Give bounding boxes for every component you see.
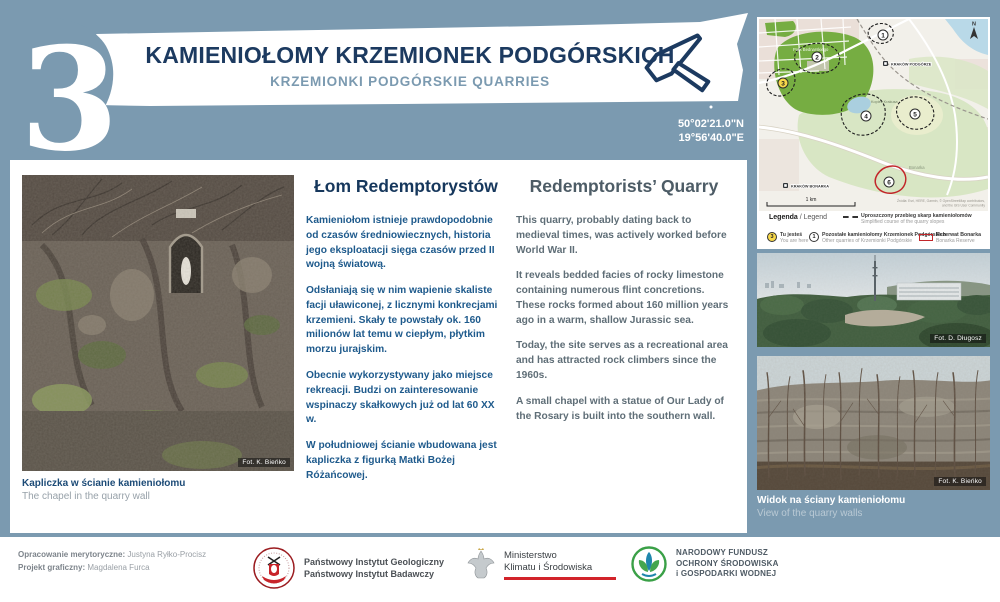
park-label: Park Bednarskiego (793, 47, 829, 52)
reserve-outline-icon (919, 234, 933, 241)
map-legend (759, 211, 988, 247)
svg-text:3: 3 (781, 80, 785, 88)
ministry-logo (466, 547, 616, 583)
pig-emblem-icon (252, 546, 296, 590)
gps-coordinates (596, 117, 744, 145)
english-paragraph: A small chapel with a statue of Our Lady of the Rosary is built into the southern wall. (516, 395, 724, 422)
pig-logo-text: Państwowy Instytut Geologiczny Państwowy Instytut Badawczy (304, 557, 445, 579)
location-map (759, 19, 988, 211)
dashed-line-icon (843, 216, 858, 218)
polish-paragraph: Odsłaniają się w nim wapienie skaliste facji uławiconej, z licznymi konkrecjami krzemieni. Skały te powstały ok. 160 milionów lat temu w ciepłym, płytkim morzu jurajskim. (306, 285, 498, 356)
red-underline (504, 577, 616, 580)
quarry-marker-icon: 1 (809, 232, 819, 242)
panel-number: 3 (20, 17, 119, 160)
svg-text:KRAKÓW PODGÓRZE: KRAKÓW PODGÓRZE (891, 62, 932, 67)
english-paragraph: Today, the site serves as a recreational area and has attracted rock climbers since the 1960s. (516, 340, 728, 382)
polish-paragraph: Kamieniołom istnieje prawdopodobnie od czasów średniowiecznych, historia jego eksploatacji sięga czasów przed II wojną światową. (306, 215, 495, 271)
ministry-logo-text: Ministerstwo Klimatu i Środowiska (504, 550, 616, 580)
english-column (516, 176, 732, 435)
polish-column (306, 176, 506, 495)
legend-item-you-are-here: 3 Tu jesteś You are here (767, 232, 808, 245)
pig-logo (252, 546, 444, 590)
photo-credit: Fot. K. Bieńko (934, 477, 986, 486)
credits-block: Opracowanie merytoryczne: Justyna Ryłko-Procisz Projekt graficzny: Magdalena Furca (18, 550, 207, 572)
left-photo-caption (22, 477, 185, 503)
caption-english: The chapel in the quarry wall (22, 491, 150, 502)
english-paragraph: It reveals bedded facies of rocky limestone containing numerous flint concretions. These rocks formed about 160 million years ago in a warm, shallow Jurassic sea. (516, 270, 729, 326)
legend-item-other-quarries: 1 Pozostałe kamieniołomy Krzemionek Podgórskich Other quarries of Krzemionki Podgórskie (809, 232, 946, 245)
nfos-plant-icon (630, 545, 668, 583)
legend-item-bonarka-reserve: Rezerwat Bonarka Bonarka Reserve (919, 232, 981, 245)
photo-credit: Fot. D. Długosz (930, 334, 986, 343)
photo-aerial-view (757, 253, 990, 347)
polish-title: Łom Redemptorystów (314, 176, 498, 196)
latitude: 50°02'21.0"N (677, 118, 744, 130)
eagle-icon (466, 547, 496, 583)
caption-english: View of the quarry walls (757, 508, 863, 519)
photo-credit: Fot. K. Bieńko (238, 458, 290, 467)
svg-text:1 km: 1 km (805, 197, 817, 203)
caption-polish: Widok na ściany kamieniołomu (757, 495, 906, 506)
page-title: KAMIENIOŁOMY KRZEMIONEK PODGÓRSKICH (145, 42, 675, 68)
legend-item-slopes: Uproszczony przebieg skarp kamieniołomów Simplified course of the quarry slopes (843, 213, 972, 226)
svg-text:1: 1 (881, 32, 885, 40)
svg-text:2: 2 (815, 54, 819, 62)
polish-paragraph: W południowej ścianie wbudowana jest kapliczka z figurką Matki Bożej Różańcowej. (306, 440, 497, 481)
you-are-here-icon: 3 (767, 232, 777, 242)
english-title: Redemptorists’ Quarry (529, 176, 719, 196)
bonarka-label: Bonarka (909, 165, 925, 170)
english-paragraph: This quarry, probably dating back to medieval times, was actively worked before World War II. (516, 215, 727, 256)
longitude: 19°56'40.0"E (678, 132, 744, 144)
svg-text:N: N (972, 21, 976, 28)
polish-paragraph: Obecnie wykorzystywany jako miejsce rekreacji. Budzi on zainteresowanie wspinaczy skałkowych już od lat 60 XX w. (306, 370, 495, 426)
svg-text:5: 5 (913, 111, 917, 119)
svg-text:4: 4 (864, 113, 868, 121)
footer (0, 537, 1000, 602)
svg-text:Źródła: Esri, HERE, Garmin, ©: Źródła: Esri, HERE, Garmin, © OpenStreetMap contributors, (897, 199, 985, 203)
svg-text:and the GIS User Community: and the GIS User Community (941, 203, 985, 208)
svg-text:6: 6 (887, 179, 891, 187)
page-subtitle: KRZEMIONKI PODGÓRSKIE QUARRIES (270, 74, 550, 89)
caption-polish: Kapliczka w ścianie kamieniołomu (22, 478, 186, 489)
photo-quarry-walls (757, 356, 990, 490)
photo-chapel-in-quarry-wall (22, 175, 294, 471)
nfos-logo (630, 545, 779, 583)
nfos-logo-text: NARODOWY FUNDUSZ OCHRONY ŚRODOWISKA i GOSPODARKI WODNEJ (676, 548, 779, 579)
legend-title: Legenda / Legend (769, 214, 827, 221)
mound-label: Kopiec Krakusa (871, 100, 898, 104)
svg-text:KRAKÓW BONARKA: KRAKÓW BONARKA (791, 184, 829, 189)
wall-photo-caption (757, 494, 905, 520)
map-panel (757, 17, 990, 249)
